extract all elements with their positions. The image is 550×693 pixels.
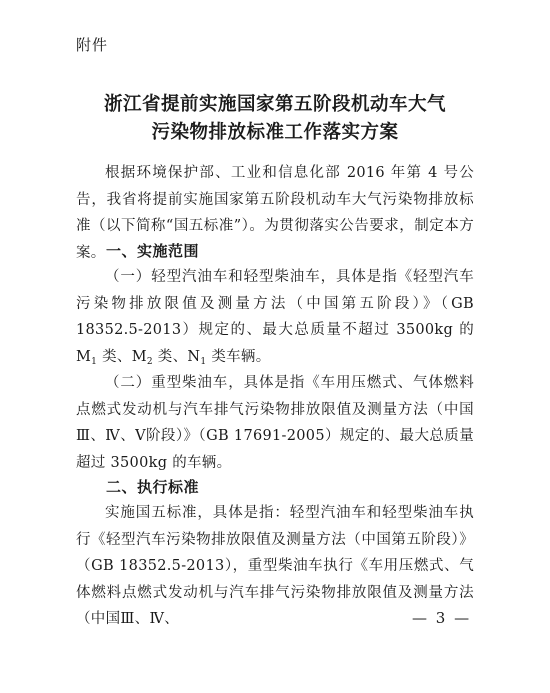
section2-paragraph: 实施国五标准，具体是指：轻型汽油车和轻型柴油车执行《轻型汽车污染物排放限值及测量方法（中国第五阶段）》（GB 18352.5-2013），重型柴油车执行《车用压燃式、气体燃料点燃式发动机与汽车排气污染物排放限值及测量方法（中国Ⅲ、Ⅳ、 bbox=[76, 505, 474, 627]
section1-item1 bbox=[76, 264, 474, 370]
item1-mid2: 类、N bbox=[152, 348, 201, 365]
item1-text-after: 类车辆。 bbox=[206, 348, 271, 365]
intro-paragraph: 根据环境保护部、工业和信息化部 2016 年第 4 号公告，我省将提前实施国家第五阶段机动车大气污染物排放标准（以下简称“国五标准”）。为贯彻落实公告要求，制定本方案。 bbox=[76, 165, 474, 261]
attachment-label: 附件 bbox=[76, 36, 109, 54]
m1-subscript: 1 bbox=[91, 356, 98, 367]
section2-heading: 二、执行标准 bbox=[106, 478, 200, 496]
page-number: — 3 — bbox=[412, 609, 472, 627]
section1-item2: （二）重型柴油车，具体是指《车用压燃式、气体燃料点燃式发动机与汽车排气污染物排放限值及测量方法（中国Ⅲ、Ⅳ、Ⅴ阶段）》（GB 17691-2005）规定的、最大总质量超过 3500kg 的车辆。 bbox=[76, 375, 474, 471]
document-title-line1: 浙江省提前实施国家第五阶段机动车大气 bbox=[103, 94, 446, 115]
item1-mid1: 类、M bbox=[97, 348, 147, 365]
n1-subscript: 1 bbox=[200, 356, 207, 367]
section1-heading: 一、实施范围 bbox=[106, 242, 200, 260]
m2-subscript: 2 bbox=[146, 356, 153, 367]
item1-text-before: （一）轻型汽油车和轻型柴油车，具体是指《轻型汽车污染物排放限值及测量方法（中国第五阶段）》（GB 18352.5-2013）规定的、最大总质量不超过 3500kg 的 M bbox=[76, 269, 474, 365]
document-title-line2: 污染物排放标准工作落实方案 bbox=[151, 122, 399, 143]
